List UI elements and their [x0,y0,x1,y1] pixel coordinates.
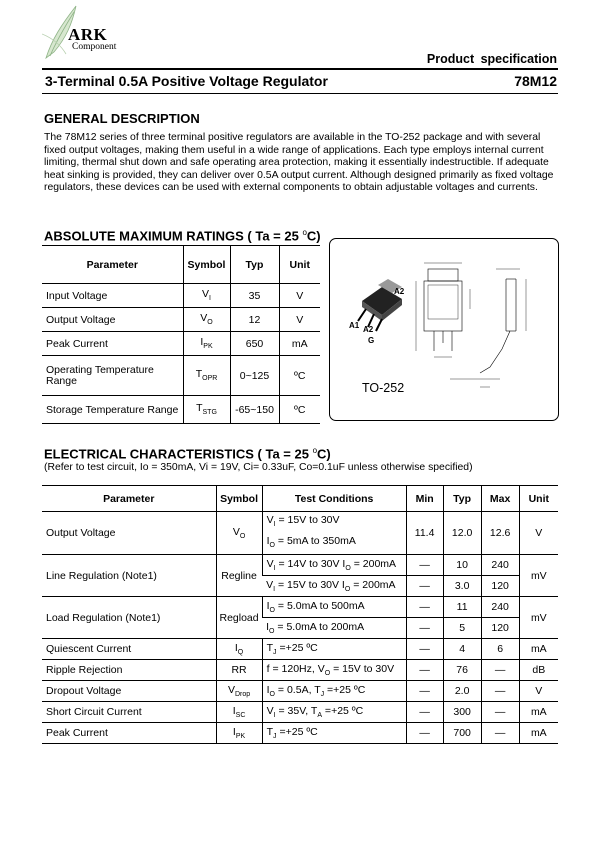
table-row: Peak Current $I_{PK}$ 650 mA [42,332,320,356]
table-row: Short Circuit Current $I_{SC}$ $V_I = 35V$, $T_A =+25$ ºC — 300 — mA [42,702,558,723]
pin-label-a2: A2 [394,287,405,296]
company-logo [42,4,142,60]
table-row: $V_I = 15V$ to 30V $I_O = 200mA$ — 3.0 120 [42,576,558,597]
package-name: TO-252 [362,381,405,395]
col-header: Symbol [216,486,262,512]
table-row: Storage Temperature Range $T_{STG}$ -65~150 ºC [42,396,320,424]
pin-label-g: G [368,336,375,345]
col-header: Typ [443,486,481,512]
pin-label-a1: A1 [349,321,360,330]
pin-label-a2-lower: A2 [363,325,374,334]
logo-sub-text: Component [72,42,117,52]
table-row: Ripple Rejection RR f = 120Hz, $V_O = 15V$ to 30V — 76 — dB [42,660,558,681]
col-header: Typ [230,246,279,284]
col-header: Max [481,486,519,512]
table-row: Quiescent Current $I_Q$ $T_J =+25$ ºC — 4 6 mA [42,639,558,660]
abs-max-heading: ABSOLUTE MAXIMUM RATINGS ( Ta = 25 $^o$C) [44,228,321,244]
header-rule-top [42,68,558,70]
logo-main-text: ARK [68,25,108,44]
abs-max-table [42,245,320,424]
general-description-heading: GENERAL DESCRIPTION [44,111,200,126]
col-header: Test Conditions [262,486,406,512]
col-header: Parameter [42,486,216,512]
table-row: Output Voltage $V_O$ 12 V [42,308,320,332]
col-header: Symbol [183,246,230,284]
header-rule-bottom [42,93,558,94]
part-number: 78M12 [514,73,557,89]
package-drawing [329,238,559,421]
table-row: Load Regulation (Note1) Regload $I_O = 5.0mA$ to 500mA — 11 240 mV [42,597,558,618]
table-row: Operating Temperature Range $T_{OPR}$ 0~125 ºC [42,356,320,396]
table-row: Line Regulation (Note1) Regline $V_I = 14V$ to 30V $I_O = 200mA$ — 10 240 mV [42,555,558,576]
table-row: Input Voltage $V_I$ 35 V [42,284,320,308]
col-header: Min [406,486,443,512]
table-row: Dropout Voltage $V_{Drop}$ $I_O = 0.5A$, $T_J =+25$ ºC — 2.0 — V [42,681,558,702]
elec-table [42,485,558,744]
col-header: Unit [279,246,320,284]
general-description-text: The 78M12 series of three terminal positive regulators are available in the TO-252 package and with several fixed output voltages, making them useful in a wide range of applications. Each type employs internal current limiting, thermal shut down and safe operating area protection, making it essentially indestructible. If adequate heat sinking is provided, they can deliver over 0.5A output current. Although designed primarily as fixed voltage regulators, these devices can be used with external components to obtain adjustable voltages and currents. [44,132,554,193]
table-row: Peak Current $I_{PK}$ $T_J =+25$ ºC — 700 — mA [42,723,558,744]
col-header: Unit [519,486,558,512]
test-conditions-note: (Refer to test circuit, Io = 350mA, Vi = 19V, Ci= 0.33uF, Co=0.1uF unless otherwise specified) [44,462,473,473]
col-header: Parameter [42,246,183,284]
table-row: $I_O = 5.0mA$ to 200mA — 5 120 [42,618,558,639]
elec-heading: ELECTRICAL CHARACTERISTICS ( Ta = 25 $^o$C) [44,446,331,462]
document-title: 3-Terminal 0.5A Positive Voltage Regulator [45,73,328,89]
product-spec-label: Product specification [426,52,557,66]
table-row: Output Voltage $V_O$ $V_I = 15V$ to 30V $I_O = 5mA$ to 350mA 11.4 12.0 12.6 V [42,512,558,555]
